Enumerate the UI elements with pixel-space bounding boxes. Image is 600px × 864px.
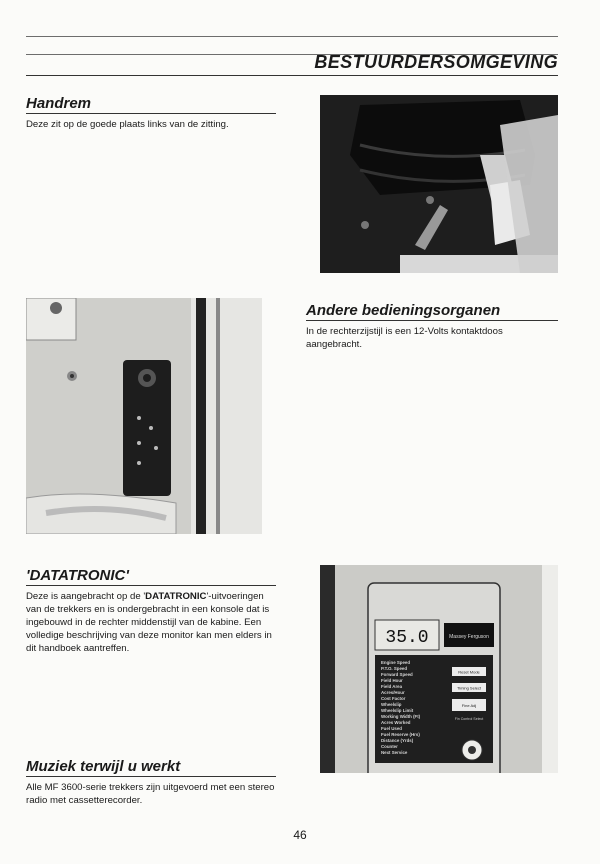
menu-item: Cost Factor [381, 696, 406, 701]
menu-item: Next Service [381, 750, 408, 755]
menu-item: Field Area [381, 684, 403, 689]
section-datatronic [26, 567, 276, 655]
svg-text:Fine Adj: Fine Adj [461, 703, 477, 708]
section-muziek [26, 758, 276, 807]
svg-text:Reset Mode: Reset Mode [458, 669, 480, 675]
badge-label: Massey Ferguson [449, 634, 489, 640]
menu-item: Acres/Hour [381, 690, 405, 695]
socket-panel-photo [26, 298, 262, 534]
menu-item: Counter [381, 744, 398, 749]
handbrake-photo [320, 95, 558, 273]
page-title: BESTUURDERSOMGEVING [314, 52, 558, 72]
svg-text:Timing Select: Timing Select [456, 685, 482, 691]
menu-item: Wheelslip [381, 702, 402, 707]
section-body: Alle MF 3600-serie trekkers zijn uitgevoerd met een stereo radio met cassetterecorder. [26, 782, 275, 806]
menu-item: Distance (Yrds) [381, 738, 414, 743]
header-rule-bottom [26, 75, 558, 76]
menu-item: Forward Speed [381, 672, 413, 677]
section-body: Deze is aangebracht op de 'DATATRONIC'-uitvoeringen van de trekkers en is ondergebracht in een konsole dat is ingebouwd in de rechter middenstijl van de kabine. Een volledige beschrijving van deze monitor kan men elders in dit handboek aantreffen. [26, 591, 272, 654]
section-andere-bedieningsorganen [306, 302, 558, 351]
section-body: In de rechterzijstijl is een 12-Volts kontaktdoos aangebracht. [306, 326, 503, 350]
menu-item: P.T.O. Speed [381, 666, 408, 671]
svg-text:Fin Control Select: Fin Control Select [454, 717, 484, 721]
section-heading: Andere bedieningsorganen [306, 302, 558, 321]
lcd-reading: 35.0 [385, 628, 429, 648]
menu-item: Engine Speed [381, 660, 411, 665]
menu-item: Fuel Reserve (Hrs) [381, 732, 420, 737]
section-heading: Handrem [26, 95, 276, 114]
menu-item: Wheelslip Limit [381, 708, 414, 713]
menu-item: Field Hour [381, 678, 403, 683]
section-handrem [26, 95, 276, 131]
section-heading: Muziek terwijl u werkt [26, 758, 276, 777]
page-number: 46 [293, 828, 307, 842]
menu-item: Fuel Used [381, 726, 402, 731]
menu-item: Acres Worked [381, 720, 411, 725]
section-heading: 'DATATRONIC' [26, 567, 276, 586]
menu-item: Working Width (Ft) [381, 714, 421, 719]
header-rule-top [26, 36, 558, 37]
datatronic-monitor-photo [320, 565, 558, 773]
section-body: Deze zit op de goede plaats links van de zitting. [26, 119, 229, 130]
